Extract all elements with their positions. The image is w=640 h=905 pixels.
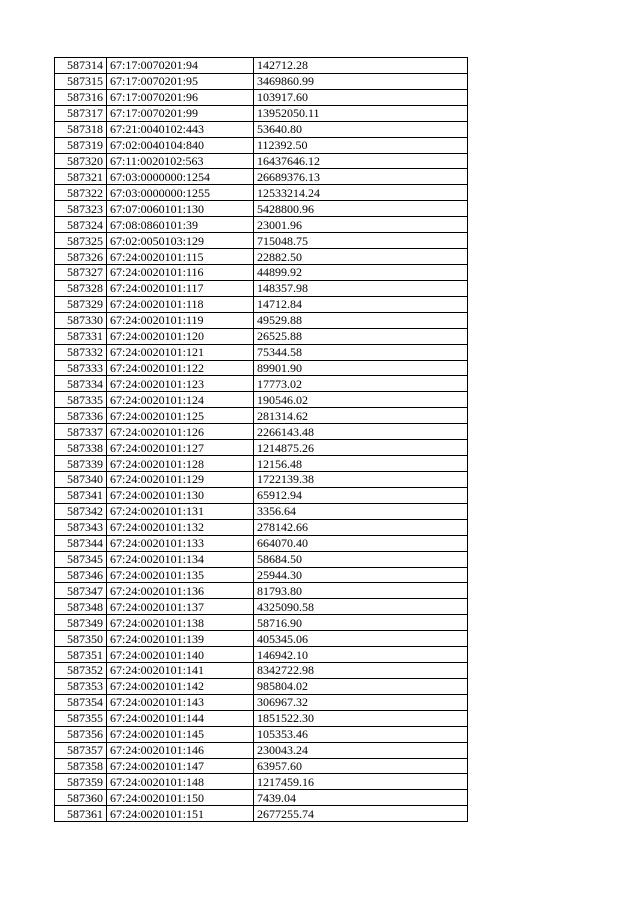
amount-cell: 142712.28 bbox=[254, 58, 468, 74]
table-row bbox=[55, 487, 468, 503]
cadastral-number-cell: 67:24:0020101:147 bbox=[107, 758, 254, 774]
cadastral-number-cell: 67:24:0020101:140 bbox=[107, 647, 254, 663]
cadastral-number-cell: 67:24:0020101:131 bbox=[107, 503, 254, 519]
cadastral-number-cell: 67:24:0020101:148 bbox=[107, 774, 254, 790]
table-row bbox=[55, 296, 468, 312]
row-id-cell: 587329 bbox=[55, 296, 107, 312]
amount-cell: 306967.32 bbox=[254, 694, 468, 710]
cadastral-number-cell: 67:24:0020101:126 bbox=[107, 424, 254, 440]
row-id-cell: 587321 bbox=[55, 169, 107, 185]
cadastral-number-cell: 67:24:0020101:133 bbox=[107, 535, 254, 551]
table-row bbox=[55, 535, 468, 551]
cadastral-number-cell: 67:24:0020101:125 bbox=[107, 408, 254, 424]
amount-cell: 1214875.26 bbox=[254, 440, 468, 456]
table-row bbox=[55, 408, 468, 424]
amount-cell: 664070.40 bbox=[254, 535, 468, 551]
table-row bbox=[55, 615, 468, 631]
cadastral-number-cell: 67:08:0860101:39 bbox=[107, 217, 254, 233]
amount-cell: 5428800.96 bbox=[254, 201, 468, 217]
table-row bbox=[55, 328, 468, 344]
row-id-cell: 587354 bbox=[55, 694, 107, 710]
amount-cell: 13952050.11 bbox=[254, 105, 468, 121]
amount-cell: 25944.30 bbox=[254, 567, 468, 583]
cadastral-number-cell: 67:03:0000000:1254 bbox=[107, 169, 254, 185]
table-row bbox=[55, 631, 468, 647]
cadastral-number-cell: 67:24:0020101:134 bbox=[107, 551, 254, 567]
row-id-cell: 587337 bbox=[55, 424, 107, 440]
table-row bbox=[55, 424, 468, 440]
table-row bbox=[55, 153, 468, 169]
table-row bbox=[55, 774, 468, 790]
row-id-cell: 587324 bbox=[55, 217, 107, 233]
row-id-cell: 587325 bbox=[55, 233, 107, 249]
cadastral-number-cell: 67:24:0020101:119 bbox=[107, 312, 254, 328]
amount-cell: 89901.90 bbox=[254, 360, 468, 376]
amount-cell: 16437646.12 bbox=[254, 153, 468, 169]
row-id-cell: 587322 bbox=[55, 185, 107, 201]
row-id-cell: 587346 bbox=[55, 567, 107, 583]
amount-cell: 715048.75 bbox=[254, 233, 468, 249]
row-id-cell: 587333 bbox=[55, 360, 107, 376]
amount-cell: 58716.90 bbox=[254, 615, 468, 631]
row-id-cell: 587347 bbox=[55, 583, 107, 599]
row-id-cell: 587316 bbox=[55, 89, 107, 105]
row-id-cell: 587319 bbox=[55, 137, 107, 153]
row-id-cell: 587343 bbox=[55, 519, 107, 535]
row-id-cell: 587351 bbox=[55, 647, 107, 663]
cadastral-number-cell: 67:24:0020101:121 bbox=[107, 344, 254, 360]
cadastral-number-cell: 67:17:0070201:96 bbox=[107, 89, 254, 105]
amount-cell: 190546.02 bbox=[254, 392, 468, 408]
table-row bbox=[55, 567, 468, 583]
table-row bbox=[55, 519, 468, 535]
cadastral-number-cell: 67:24:0020101:142 bbox=[107, 678, 254, 694]
table-row bbox=[55, 758, 468, 774]
amount-cell: 105353.46 bbox=[254, 726, 468, 742]
row-id-cell: 587358 bbox=[55, 758, 107, 774]
table-row bbox=[55, 599, 468, 615]
cadastral-number-cell: 67:24:0020101:132 bbox=[107, 519, 254, 535]
row-id-cell: 587320 bbox=[55, 153, 107, 169]
cadastral-number-cell: 67:24:0020101:138 bbox=[107, 615, 254, 631]
amount-cell: 112392.50 bbox=[254, 137, 468, 153]
table-row bbox=[55, 249, 468, 265]
amount-cell: 65912.94 bbox=[254, 487, 468, 503]
table-row bbox=[55, 58, 468, 74]
amount-cell: 1217459.16 bbox=[254, 774, 468, 790]
cadastral-number-cell: 67:17:0070201:99 bbox=[107, 105, 254, 121]
cadastral-number-cell: 67:24:0020101:127 bbox=[107, 440, 254, 456]
row-id-cell: 587326 bbox=[55, 249, 107, 265]
amount-cell: 148357.98 bbox=[254, 280, 468, 296]
cadastral-number-cell: 67:24:0020101:136 bbox=[107, 583, 254, 599]
row-id-cell: 587317 bbox=[55, 105, 107, 121]
table-row bbox=[55, 710, 468, 726]
cadastral-number-cell: 67:24:0020101:146 bbox=[107, 742, 254, 758]
table-row bbox=[55, 264, 468, 280]
table-row bbox=[55, 280, 468, 296]
table-row bbox=[55, 440, 468, 456]
amount-cell: 1851522.30 bbox=[254, 710, 468, 726]
row-id-cell: 587328 bbox=[55, 280, 107, 296]
cadastral-number-cell: 67:24:0020101:122 bbox=[107, 360, 254, 376]
amount-cell: 17773.02 bbox=[254, 376, 468, 392]
table-row bbox=[55, 89, 468, 105]
row-id-cell: 587353 bbox=[55, 678, 107, 694]
table-row bbox=[55, 360, 468, 376]
table-row bbox=[55, 742, 468, 758]
cadastral-number-cell: 67:24:0020101:139 bbox=[107, 631, 254, 647]
amount-cell: 49529.88 bbox=[254, 312, 468, 328]
cadastral-number-cell: 67:24:0020101:130 bbox=[107, 487, 254, 503]
cadastral-number-cell: 67:24:0020101:135 bbox=[107, 567, 254, 583]
cadastral-number-cell: 67:24:0020101:128 bbox=[107, 456, 254, 472]
amount-cell: 7439.04 bbox=[254, 790, 468, 806]
amount-cell: 12533214.24 bbox=[254, 185, 468, 201]
row-id-cell: 587330 bbox=[55, 312, 107, 328]
amount-cell: 3469860.99 bbox=[254, 73, 468, 89]
row-id-cell: 587332 bbox=[55, 344, 107, 360]
table-row bbox=[55, 503, 468, 519]
amount-cell: 985804.02 bbox=[254, 678, 468, 694]
table-row bbox=[55, 647, 468, 663]
row-id-cell: 587350 bbox=[55, 631, 107, 647]
cadastral-number-cell: 67:24:0020101:120 bbox=[107, 328, 254, 344]
table-row bbox=[55, 806, 468, 822]
cadastral-number-cell: 67:24:0020101:118 bbox=[107, 296, 254, 312]
row-id-cell: 587339 bbox=[55, 456, 107, 472]
row-id-cell: 587355 bbox=[55, 710, 107, 726]
cadastral-number-cell: 67:02:0040104:840 bbox=[107, 137, 254, 153]
cadastral-number-cell: 67:24:0020101:129 bbox=[107, 471, 254, 487]
row-id-cell: 587342 bbox=[55, 503, 107, 519]
row-id-cell: 587348 bbox=[55, 599, 107, 615]
data-table bbox=[54, 57, 468, 822]
amount-cell: 63957.60 bbox=[254, 758, 468, 774]
amount-cell: 75344.58 bbox=[254, 344, 468, 360]
row-id-cell: 587361 bbox=[55, 806, 107, 822]
table-row bbox=[55, 678, 468, 694]
row-id-cell: 587338 bbox=[55, 440, 107, 456]
amount-cell: 405345.06 bbox=[254, 631, 468, 647]
cadastral-number-cell: 67:24:0020101:124 bbox=[107, 392, 254, 408]
row-id-cell: 587352 bbox=[55, 663, 107, 679]
amount-cell: 1722139.38 bbox=[254, 471, 468, 487]
amount-cell: 14712.84 bbox=[254, 296, 468, 312]
row-id-cell: 587360 bbox=[55, 790, 107, 806]
row-id-cell: 587335 bbox=[55, 392, 107, 408]
row-id-cell: 587314 bbox=[55, 58, 107, 74]
table-row bbox=[55, 344, 468, 360]
table-row bbox=[55, 376, 468, 392]
table-row bbox=[55, 392, 468, 408]
table-row bbox=[55, 694, 468, 710]
table-body bbox=[55, 58, 468, 822]
amount-cell: 281314.62 bbox=[254, 408, 468, 424]
row-id-cell: 587349 bbox=[55, 615, 107, 631]
amount-cell: 58684.50 bbox=[254, 551, 468, 567]
amount-cell: 26525.88 bbox=[254, 328, 468, 344]
row-id-cell: 587327 bbox=[55, 264, 107, 280]
amount-cell: 146942.10 bbox=[254, 647, 468, 663]
cadastral-number-cell: 67:24:0020101:116 bbox=[107, 264, 254, 280]
amount-cell: 81793.80 bbox=[254, 583, 468, 599]
cadastral-number-cell: 67:03:0000000:1255 bbox=[107, 185, 254, 201]
row-id-cell: 587318 bbox=[55, 121, 107, 137]
table-row bbox=[55, 185, 468, 201]
row-id-cell: 587345 bbox=[55, 551, 107, 567]
amount-cell: 8342722.98 bbox=[254, 663, 468, 679]
row-id-cell: 587359 bbox=[55, 774, 107, 790]
table-row bbox=[55, 233, 468, 249]
amount-cell: 44899.92 bbox=[254, 264, 468, 280]
row-id-cell: 587340 bbox=[55, 471, 107, 487]
cadastral-number-cell: 67:24:0020101:137 bbox=[107, 599, 254, 615]
row-id-cell: 587334 bbox=[55, 376, 107, 392]
amount-cell: 2266143.48 bbox=[254, 424, 468, 440]
row-id-cell: 587357 bbox=[55, 742, 107, 758]
amount-cell: 12156.48 bbox=[254, 456, 468, 472]
cadastral-number-cell: 67:24:0020101:117 bbox=[107, 280, 254, 296]
cadastral-number-cell: 67:24:0020101:143 bbox=[107, 694, 254, 710]
cadastral-number-cell: 67:24:0020101:115 bbox=[107, 249, 254, 265]
table-row bbox=[55, 726, 468, 742]
row-id-cell: 587356 bbox=[55, 726, 107, 742]
table-row bbox=[55, 201, 468, 217]
amount-cell: 103917.60 bbox=[254, 89, 468, 105]
table-row bbox=[55, 456, 468, 472]
table-row bbox=[55, 73, 468, 89]
amount-cell: 22882.50 bbox=[254, 249, 468, 265]
row-id-cell: 587323 bbox=[55, 201, 107, 217]
amount-cell: 2677255.74 bbox=[254, 806, 468, 822]
cadastral-number-cell: 67:02:0050103:129 bbox=[107, 233, 254, 249]
row-id-cell: 587344 bbox=[55, 535, 107, 551]
cadastral-number-cell: 67:11:0020102:563 bbox=[107, 153, 254, 169]
table-row bbox=[55, 663, 468, 679]
cadastral-number-cell: 67:24:0020101:144 bbox=[107, 710, 254, 726]
cadastral-number-cell: 67:21:0040102:443 bbox=[107, 121, 254, 137]
cadastral-number-cell: 67:24:0020101:141 bbox=[107, 663, 254, 679]
amount-cell: 230043.24 bbox=[254, 742, 468, 758]
table-row bbox=[55, 169, 468, 185]
cadastral-number-cell: 67:24:0020101:123 bbox=[107, 376, 254, 392]
amount-cell: 3356.64 bbox=[254, 503, 468, 519]
table-row bbox=[55, 217, 468, 233]
table-row bbox=[55, 105, 468, 121]
amount-cell: 26689376.13 bbox=[254, 169, 468, 185]
cadastral-number-cell: 67:24:0020101:151 bbox=[107, 806, 254, 822]
cadastral-number-cell: 67:24:0020101:150 bbox=[107, 790, 254, 806]
amount-cell: 278142.66 bbox=[254, 519, 468, 535]
cadastral-number-cell: 67:07:0060101:130 bbox=[107, 201, 254, 217]
row-id-cell: 587336 bbox=[55, 408, 107, 424]
table-row bbox=[55, 312, 468, 328]
table-row bbox=[55, 137, 468, 153]
cadastral-number-cell: 67:17:0070201:95 bbox=[107, 73, 254, 89]
cadastral-number-cell: 67:24:0020101:145 bbox=[107, 726, 254, 742]
amount-cell: 23001.96 bbox=[254, 217, 468, 233]
table-row bbox=[55, 471, 468, 487]
amount-cell: 53640.80 bbox=[254, 121, 468, 137]
row-id-cell: 587341 bbox=[55, 487, 107, 503]
table-row bbox=[55, 790, 468, 806]
row-id-cell: 587331 bbox=[55, 328, 107, 344]
table-row bbox=[55, 551, 468, 567]
table-row bbox=[55, 583, 468, 599]
amount-cell: 4325090.58 bbox=[254, 599, 468, 615]
cadastral-number-cell: 67:17:0070201:94 bbox=[107, 58, 254, 74]
table-row bbox=[55, 121, 468, 137]
row-id-cell: 587315 bbox=[55, 73, 107, 89]
